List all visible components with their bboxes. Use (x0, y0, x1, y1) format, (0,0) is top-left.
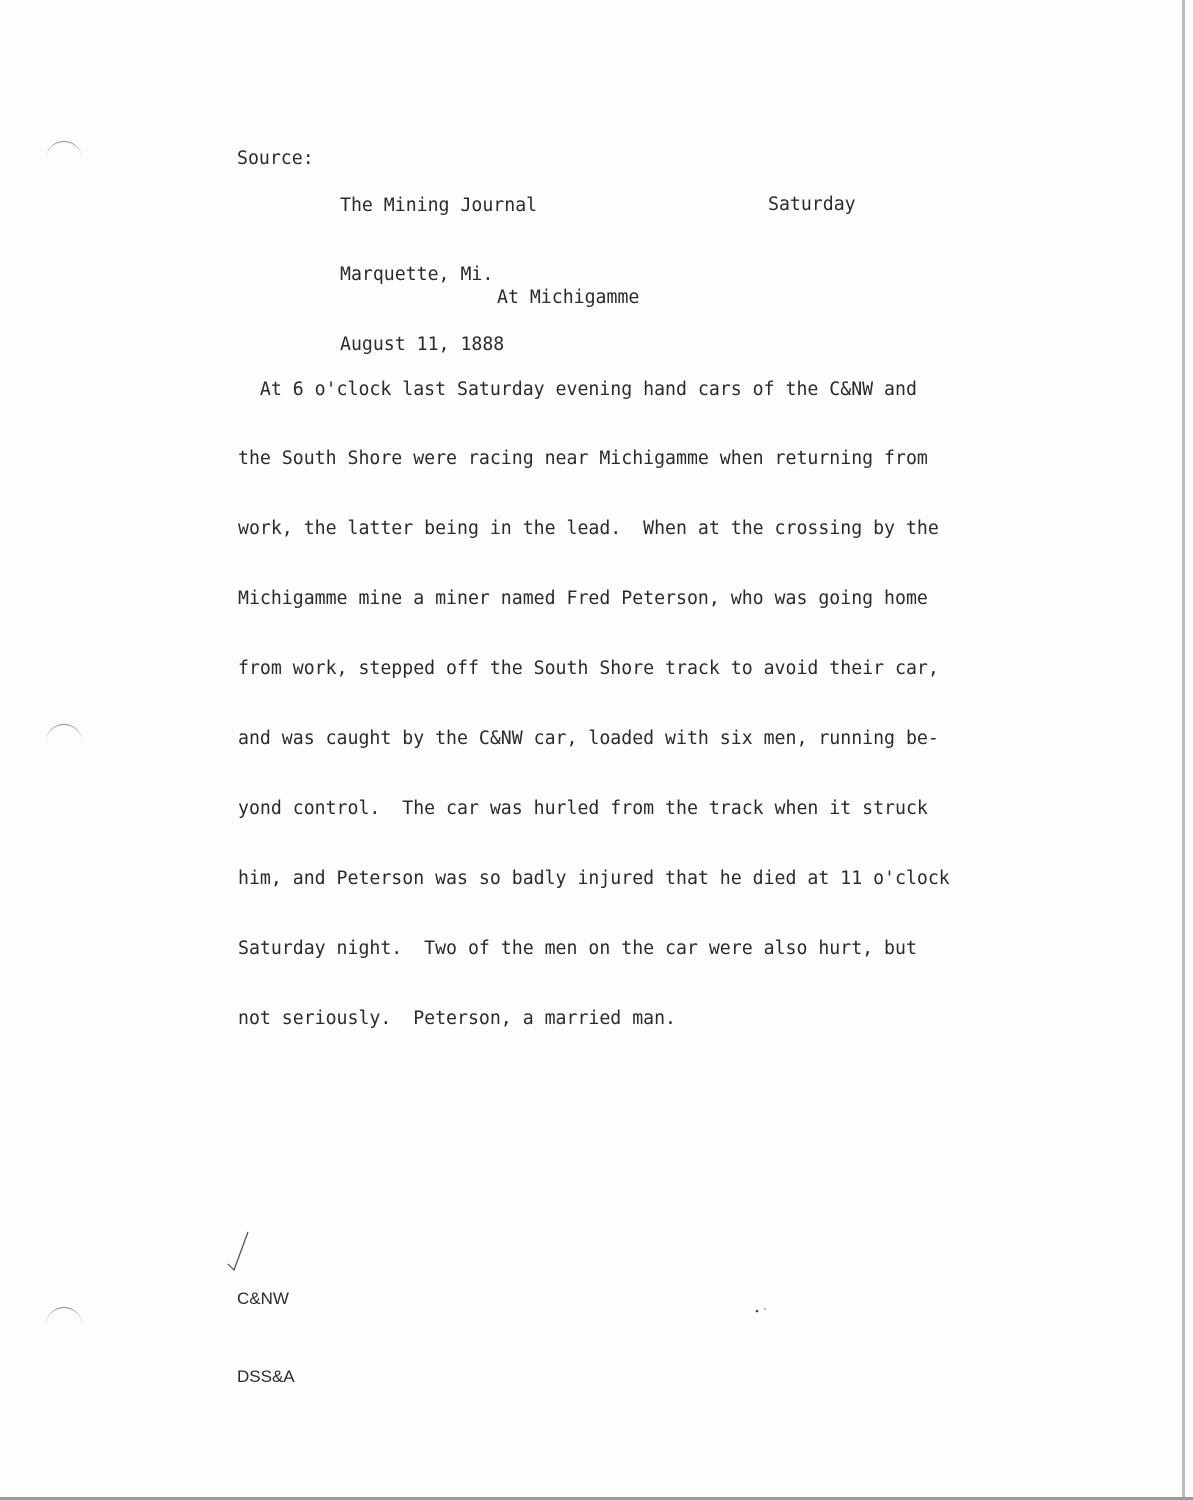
body-line: him, and Peterson was so badly injured that he died at 11 o'clock (238, 867, 950, 889)
body-line: the South Shore were racing near Michigamme when returning from (238, 448, 928, 470)
note-dssa: DSS&A (237, 1367, 295, 1386)
article-body (238, 331, 950, 1077)
page-edge-shadow (1182, 0, 1185, 1500)
body-line: from work, stepped off the South Shore track to avoid their car, (238, 658, 939, 680)
scan-specks (753, 1305, 773, 1315)
source-publication: The Mining Journal (340, 194, 538, 216)
body-line: and was caught by the C&NW car, loaded with six men, running be- (238, 728, 939, 750)
source-location: Marquette, Mi. (340, 264, 494, 286)
source-date: August 11, 1888 (340, 334, 505, 356)
body-line: Saturday night. Two of the men on the car were also hurt, but (238, 937, 917, 959)
body-line: not seriously. Peterson, a married man. (238, 1007, 676, 1029)
body-line: Michigamme mine a miner named Fred Peterson, who was going home (238, 588, 928, 610)
body-line: yond control. The car was hurled from the track when it struck (238, 797, 928, 819)
punch-hole-bottom (46, 1307, 82, 1326)
punch-hole-middle (46, 724, 82, 743)
check-mark-icon (226, 1224, 266, 1274)
source-day: Saturday (768, 194, 856, 215)
article-headline: At Michigamme (497, 287, 640, 308)
note-cnw: C&NW (237, 1289, 289, 1308)
source-label: Source: (237, 148, 314, 169)
punch-hole-top (46, 141, 82, 160)
body-line: work, the latter being in the lead. When at the crossing by the (238, 518, 939, 540)
body-line: At 6 o'clock last Saturday evening hand cars of the C&NW and (238, 378, 917, 400)
